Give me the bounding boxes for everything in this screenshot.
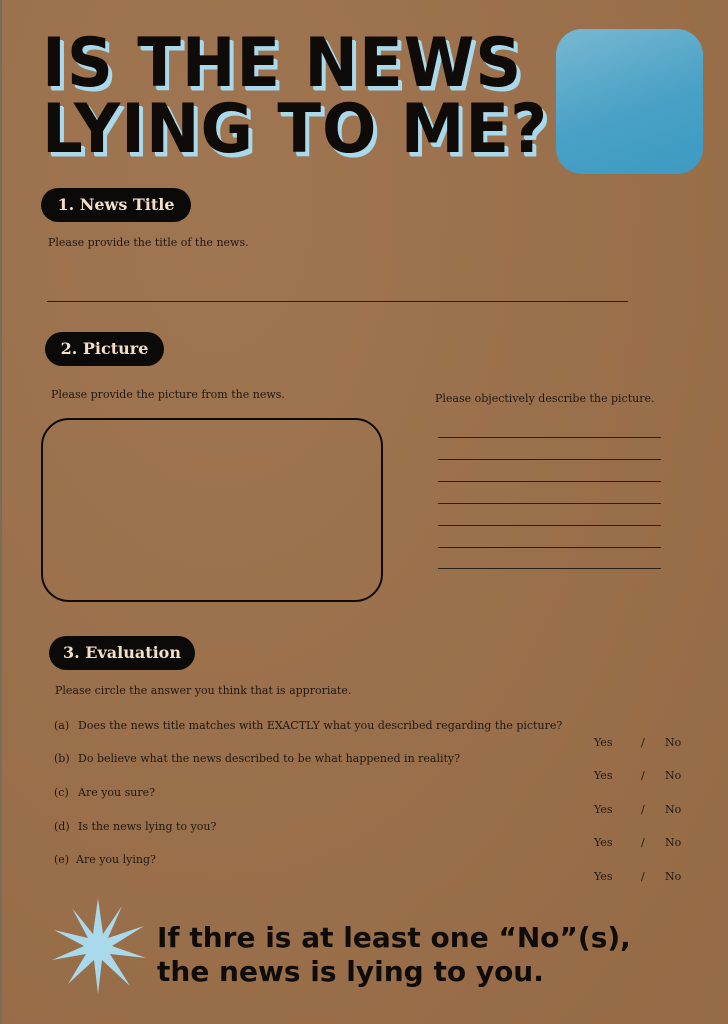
answer-yes-a[interactable]: Yes <box>594 736 613 749</box>
question-letter: (d) <box>54 820 70 833</box>
answer-no-b[interactable]: No <box>665 769 682 782</box>
question-text: Do believe what the news described to be what happened in reality? <box>78 752 461 765</box>
answer-yes-b[interactable]: Yes <box>594 769 613 782</box>
describe-picture-prompt: Please objectively describe the picture. <box>435 392 655 405</box>
description-line[interactable] <box>438 503 661 504</box>
description-line[interactable] <box>438 525 661 526</box>
news-title-answer-line[interactable] <box>47 301 628 302</box>
starburst-icon <box>48 896 148 996</box>
worksheet-page <box>2 0 728 1024</box>
question-letter: (e) <box>54 853 70 866</box>
answer-yes-c[interactable]: Yes <box>594 803 613 816</box>
answer-yes-d[interactable]: Yes <box>594 836 613 849</box>
question-letter: (b) <box>54 752 70 765</box>
answer-no-e[interactable]: No <box>665 870 682 883</box>
answer-separator: / <box>641 870 645 883</box>
picture-prompt: Please provide the picture from the news. <box>51 388 285 401</box>
description-line[interactable] <box>438 481 661 482</box>
section-3-heading: 3. Evaluation <box>49 636 195 670</box>
question-text: Is the news lying to you? <box>78 820 217 833</box>
news-title-prompt: Please provide the title of the news. <box>48 236 249 249</box>
question-d <box>54 820 216 833</box>
picture-placeholder-box[interactable] <box>41 418 383 602</box>
answer-separator: / <box>641 769 645 782</box>
footer-line-1: If thre is at least one “No”(s), <box>157 921 631 954</box>
answer-separator: / <box>641 803 645 816</box>
answer-yes-e[interactable]: Yes <box>594 870 613 883</box>
answer-separator: / <box>641 736 645 749</box>
question-e <box>54 853 156 866</box>
question-letter: (a) <box>54 719 70 732</box>
page-title-line-2: LYING TO ME? <box>42 90 549 170</box>
section-2-heading: 2. Picture <box>45 332 164 366</box>
answer-no-a[interactable]: No <box>665 736 682 749</box>
decorative-blue-square <box>556 29 703 174</box>
question-letter: (c) <box>54 786 69 799</box>
page-title-line-1: IS THE NEWS <box>42 24 523 104</box>
answer-no-c[interactable]: No <box>665 803 682 816</box>
section-1-heading: 1. News Title <box>41 188 191 222</box>
question-a <box>54 719 562 732</box>
question-text: Are you sure? <box>78 786 156 799</box>
answer-no-d[interactable]: No <box>665 836 682 849</box>
question-text: Are you lying? <box>76 853 156 866</box>
description-line[interactable] <box>438 459 661 460</box>
footer-line-2: the news is lying to you. <box>157 955 544 988</box>
question-b <box>54 752 460 765</box>
evaluation-instruction: Please circle the answer you think that is approriate. <box>55 684 352 697</box>
question-c <box>54 786 155 799</box>
question-text: Does the news title matches with EXACTLY what you described regarding the picture? <box>78 719 563 732</box>
description-line[interactable] <box>438 547 661 548</box>
answer-separator: / <box>641 836 645 849</box>
description-line[interactable] <box>438 568 661 569</box>
description-line[interactable] <box>438 437 661 438</box>
